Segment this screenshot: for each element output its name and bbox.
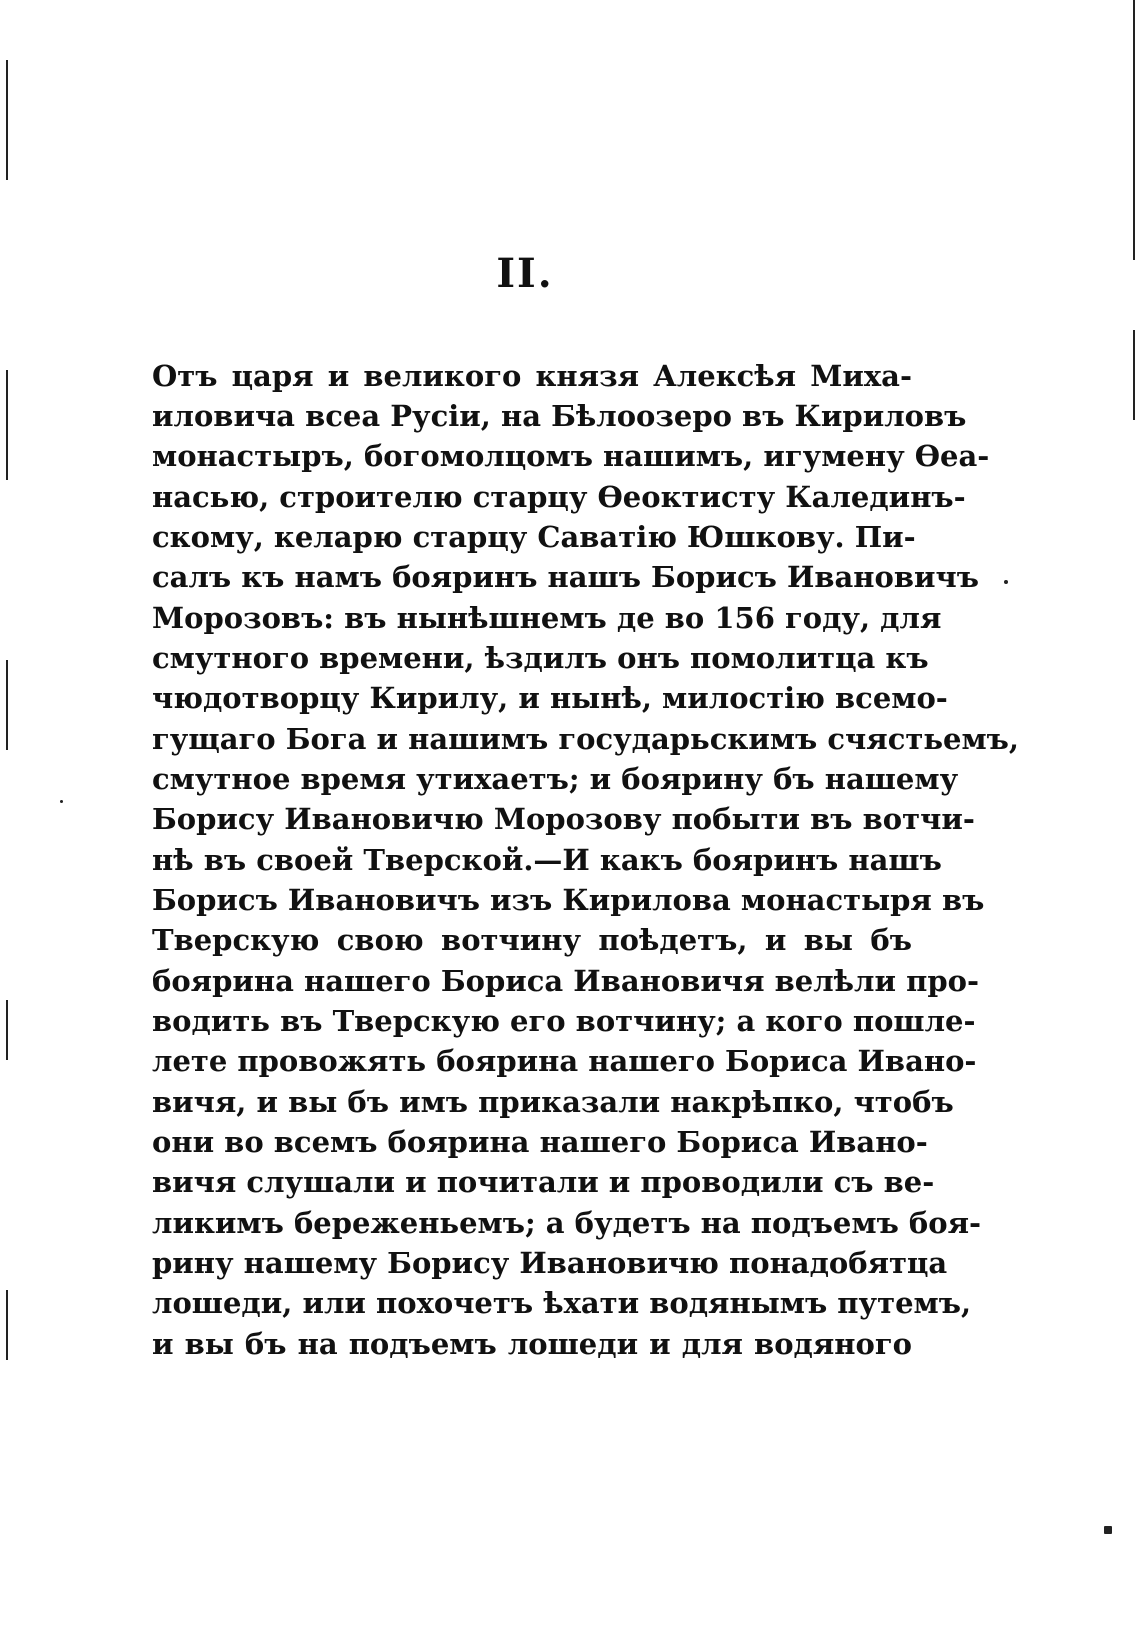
text-line: скому, келарю старцу Саватію Юшкову. Пи- [152,520,916,554]
text-line: насью, строителю старцу Ѳеоктисту Калединъ- [152,480,966,514]
text-line: монастыръ, богомолцомъ нашимъ, игумену Ѳеа- [152,439,990,473]
text-line: чюдотворцу Кирилу, и нынѣ, милостію всемо- [152,681,948,715]
scan-edge-mark [1133,330,1135,420]
scan-speck [1004,580,1008,584]
text-line: и вы бъ на подъемъ лошеди и для водяного [152,1327,912,1361]
scan-speck [1104,1526,1112,1534]
text-line: лете провожять боярина нашего Бориса Ивано- [152,1044,977,1078]
text-line: вичя слушали и почитали и проводили съ ве- [152,1165,935,1199]
text-line: нѣ въ своей Тверской.—И какъ бояринъ нашъ [152,843,942,877]
text-line: иловича всеа Русіи, на Бѣлоозеро въ Кириловъ [152,399,967,433]
text-line: вичя, и вы бъ имъ приказали накрѣпко, чтобъ [152,1085,954,1119]
text-line: салъ къ намъ бояринъ нашъ Борисъ Ивановичъ [152,560,980,594]
scan-edge-mark [6,1000,8,1060]
section-heading: II. [496,250,554,297]
text-line: лошеди, или похочетъ ѣхати водянымъ путемъ, [152,1286,972,1320]
text-line: смутного времени, ѣздилъ онъ помолитца къ [152,641,929,675]
scan-edge-mark [6,660,8,750]
text-line: Отъ царя и великого князя Алексѣя Миха- [152,359,912,393]
text-line: ликимъ береженьемъ; а будетъ на подъемъ боя- [152,1206,982,1240]
text-line: боярина нашего Бориса Ивановичя велѣли про- [152,964,979,998]
text-line: Борису Ивановичю Морозову побыти въ вотчи- [152,802,975,836]
scan-edge-mark [1133,0,1135,260]
text-line: гущаго Бога и нашимъ государьскимъ счястьемъ, [152,722,1019,756]
scan-edge-mark [6,60,8,180]
text-line: Морозовъ: въ нынѣшнемъ де во 156 году, для [152,601,942,635]
text-line: смутное время утихаетъ; и боярину бъ нашему [152,762,959,796]
scan-edge-mark [6,1290,8,1360]
text-line: Борисъ Ивановичъ изъ Кирилова монастыря въ [152,883,985,917]
text-line: рину нашему Борису Ивановичю понадобятца [152,1246,948,1280]
text-line: они во всемъ боярина нашего Бориса Ивано- [152,1125,928,1159]
text-line: Тверскую свою вотчину поѣдетъ, и вы бъ [152,923,912,957]
scan-speck [60,800,63,803]
text-line: водить въ Тверскую его вотчину; а кого пошле- [152,1004,976,1038]
scan-edge-mark [6,370,8,480]
